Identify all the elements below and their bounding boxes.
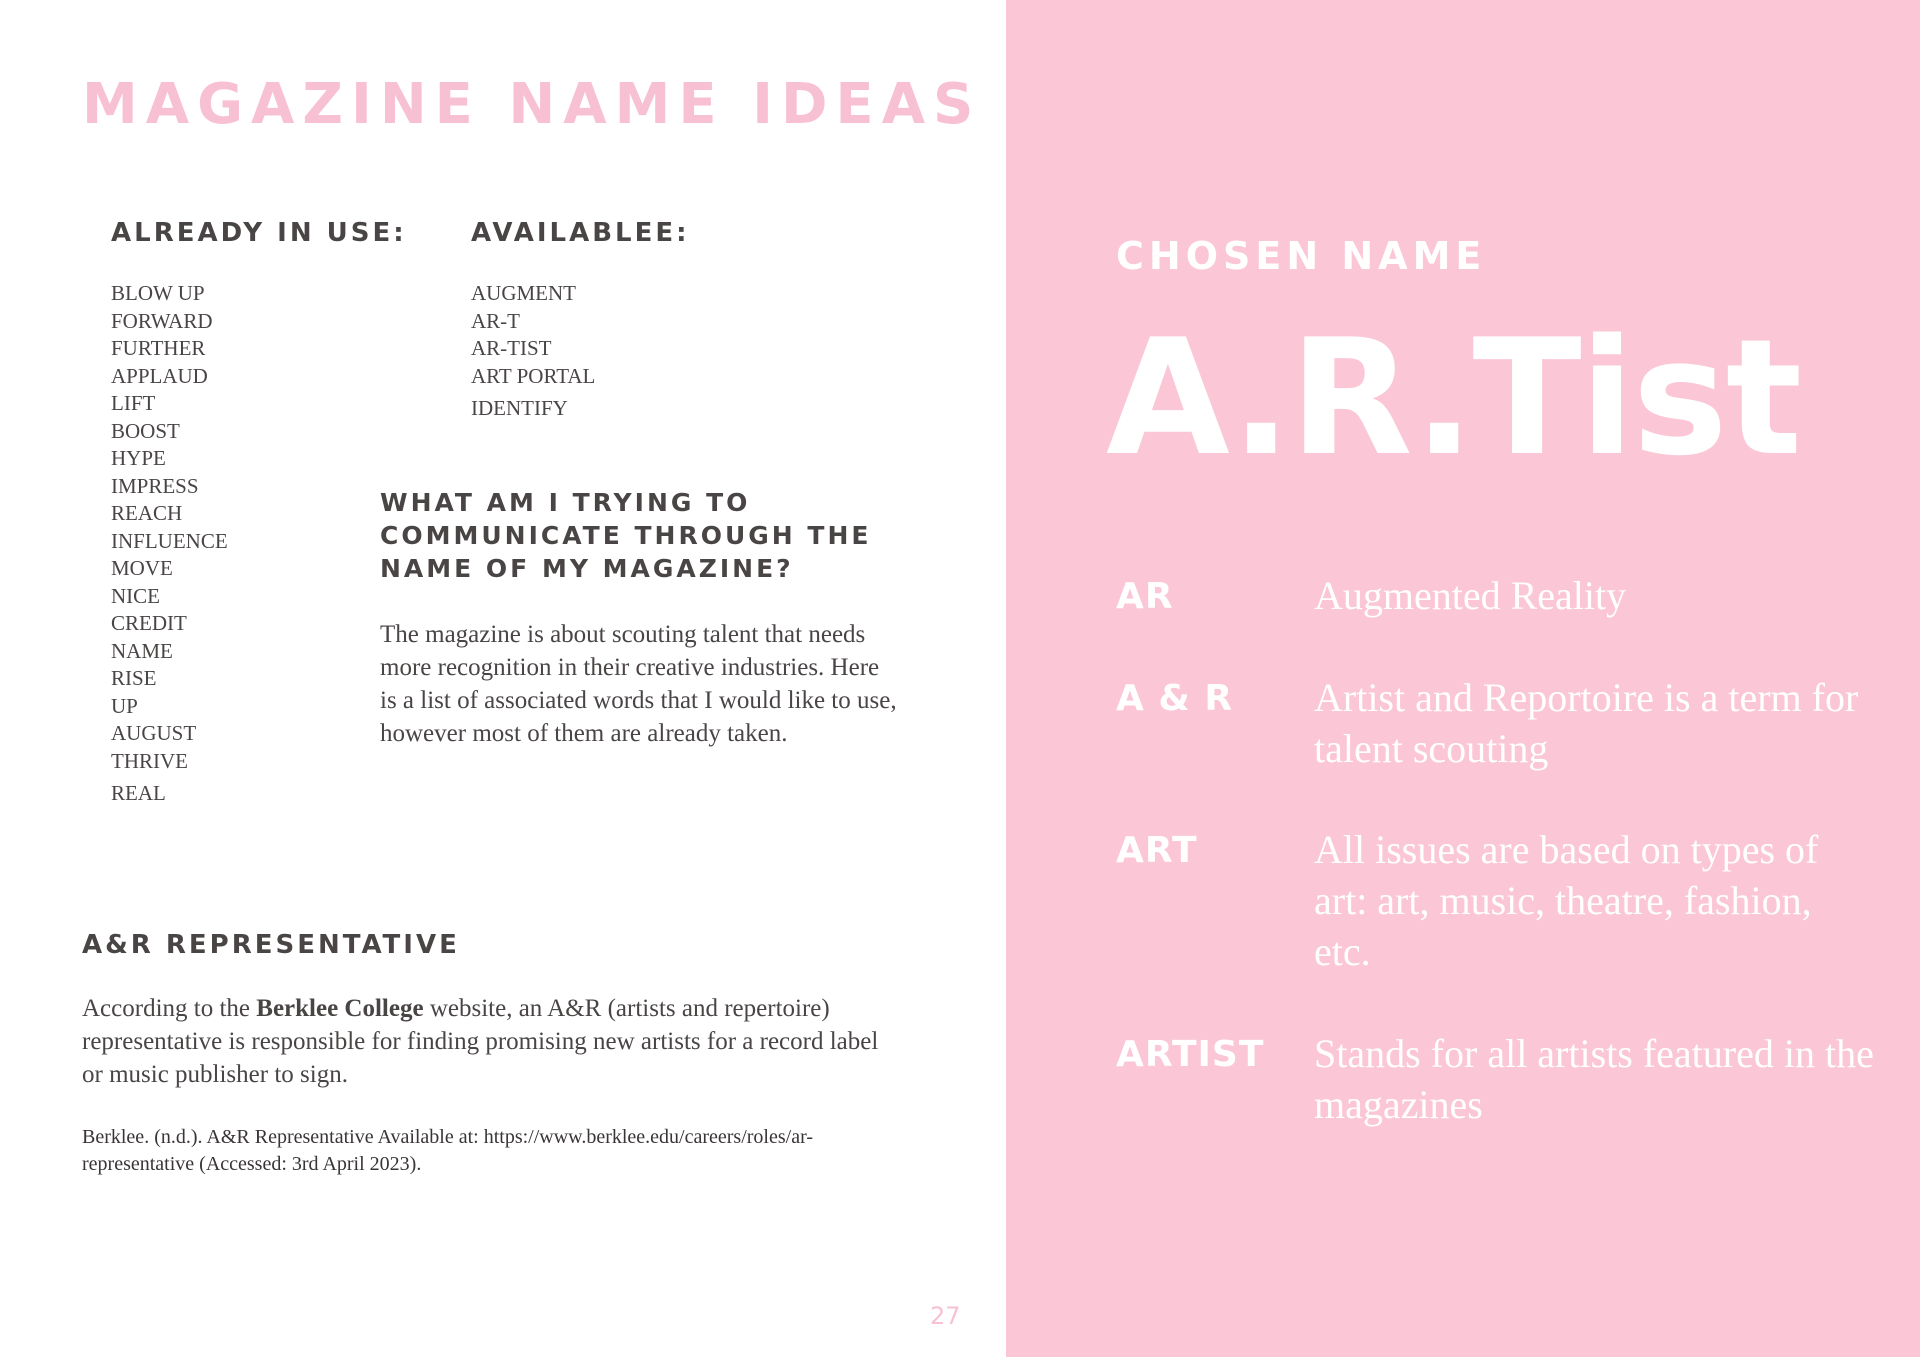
list-item: RISE — [111, 666, 157, 690]
page-title: MAGAZINE NAME IDEAS — [82, 72, 982, 137]
reference-citation: Berklee. (n.d.). A&R Representative Available at: https://www.berklee.edu/careers/roles/ar-representative (Accessed: 3rd April 2023). — [82, 1126, 814, 1175]
berklee-college-text: Berklee College — [256, 995, 424, 1022]
question-paragraph: The magazine is about scouting talent that needs more recognition in their creative industries. Here is a list of associated words that I would like to use, however most of them are already taken. — [380, 621, 897, 747]
definition-term: ART — [1116, 830, 1198, 871]
question-heading: WHAT AM I TRYING TO COMMUNICATE THROUGH THE NAME OF MY MAGAZINE? — [380, 488, 872, 583]
chosen-name-label: CHOSEN NAME — [1116, 234, 1487, 278]
available-heading: AVAILABLEE: — [471, 218, 690, 248]
list-item: LIFT — [111, 391, 156, 415]
available-word-list — [471, 280, 595, 423]
ar-paragraph — [82, 992, 902, 1091]
list-item: AUGMENT — [471, 281, 576, 305]
list-item: AR-TIST — [471, 336, 552, 360]
ar-heading: A&R REPRESENTATIVE — [82, 930, 460, 960]
list-item: CREDIT — [111, 611, 187, 635]
definition-description: Augmented Reality — [1314, 573, 1627, 618]
list-item: HYPE — [111, 446, 166, 470]
ar-paragraph-text: website, an A&R (artists and repertoire) representative is responsible for finding promising new artists for a record label or music publisher to sign. — [82, 995, 879, 1088]
list-item: AUGUST — [111, 721, 197, 745]
list-item: REACH — [111, 501, 183, 525]
list-item: FORWARD — [111, 308, 213, 333]
list-item: BOOST — [111, 418, 180, 443]
list-item: AR-T — [471, 308, 520, 333]
list-item: NAME — [111, 638, 173, 663]
in-use-heading: ALREADY IN USE: — [111, 218, 407, 248]
list-item: ART PORTAL — [471, 363, 596, 388]
list-item: APPLAUD — [111, 363, 208, 388]
in-use-word-list — [111, 280, 228, 808]
definition-description: Stands for all artists featured in the magazines — [1314, 1031, 1874, 1127]
list-item: FURTHER — [111, 336, 206, 360]
definition-term: AR — [1116, 576, 1174, 617]
right-page — [1006, 0, 1920, 1357]
list-item: NICE — [111, 583, 160, 608]
chosen-name: A.R.Tist — [1106, 304, 1801, 491]
ar-paragraph-text: According to the — [82, 995, 257, 1022]
list-item: IDENTIFY — [471, 396, 568, 420]
definition-description: Artist and Reportoire is a term for talent scouting — [1314, 675, 1859, 771]
definition-term: A & R — [1116, 678, 1234, 719]
list-item: IMPRESS — [111, 473, 199, 498]
list-item: REAL — [111, 781, 166, 805]
list-item: BLOW UP — [111, 281, 205, 305]
definition-term: ARTIST — [1116, 1034, 1265, 1075]
list-item: INFLUENCE — [111, 528, 228, 553]
page-number: 27 — [930, 1302, 961, 1330]
definition-description: All issues are based on types of art: art, music, theatre, fashion, etc. — [1314, 827, 1819, 974]
list-item: THRIVE — [111, 748, 188, 773]
list-item: MOVE — [111, 556, 173, 580]
list-item: UP — [111, 693, 138, 718]
